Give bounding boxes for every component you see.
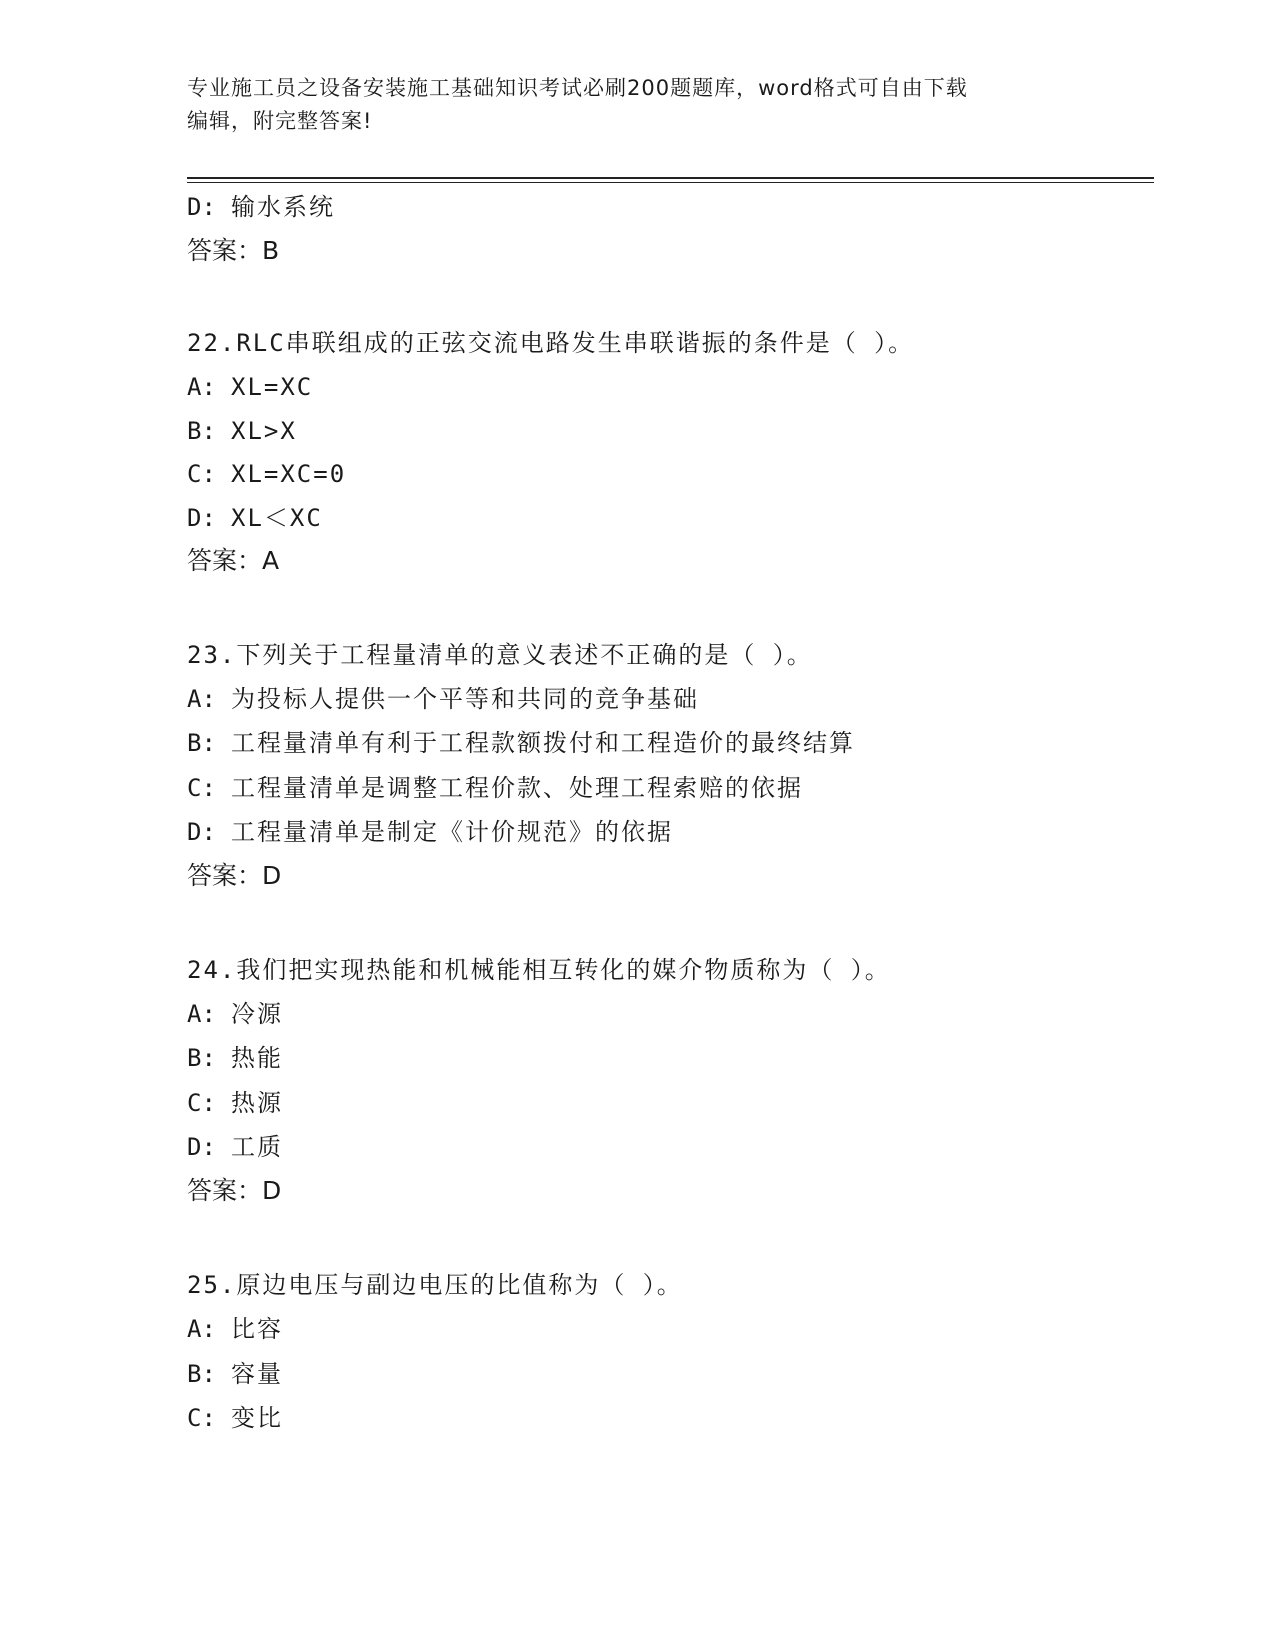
option-text: 热源 xyxy=(231,1089,283,1117)
option-text: 容量 xyxy=(231,1360,283,1388)
header-divider-thick xyxy=(187,177,1154,179)
question-24-option-b xyxy=(187,1043,283,1073)
question-23-option-b xyxy=(187,728,855,758)
option-text: 工程量清单是制定《计价规范》的依据 xyxy=(231,818,673,846)
option-label: B: xyxy=(187,729,216,757)
question-23-stem: 23.下列关于工程量清单的意义表述不正确的是（ ）。 xyxy=(187,641,813,669)
option-label: C: xyxy=(187,1404,216,1432)
option-label: A: xyxy=(187,1315,216,1343)
option-label: A: xyxy=(187,373,216,401)
question-25-option-b xyxy=(187,1359,283,1389)
option-label: A: xyxy=(187,685,216,713)
question-23-option-c xyxy=(187,773,803,803)
option-text: 比容 xyxy=(231,1315,283,1343)
option-text: 工程量清单有利于工程款额拨付和工程造价的最终结算 xyxy=(231,729,855,757)
option-label: C: xyxy=(187,774,216,802)
option-label: B: xyxy=(187,1360,216,1388)
question-23-option-d xyxy=(187,817,673,847)
option-label: B: xyxy=(187,1044,216,1072)
header-line-1: 专业施工员之设备安装施工基础知识考试必刷200题题库，word格式可自由下载 xyxy=(187,76,968,100)
option-text: 变比 xyxy=(231,1404,283,1432)
question-22-option-c xyxy=(187,459,346,489)
option-text: 热能 xyxy=(231,1044,283,1072)
question-22-stem: 22.RLC串联组成的正弦交流电路发生串联谐振的条件是（ ）。 xyxy=(187,329,915,357)
option-label: B: xyxy=(187,417,216,445)
option-text: XL=XC=0 xyxy=(231,460,347,488)
option-text: XL=XC xyxy=(231,373,314,401)
option-text: 冷源 xyxy=(231,1000,283,1028)
option-label: C: xyxy=(187,460,216,488)
question-23-option-a xyxy=(187,684,699,714)
header-line-2: 编辑，附完整答案! xyxy=(187,109,373,133)
option-label: A: xyxy=(187,1000,216,1028)
page-header xyxy=(187,72,1067,138)
question-22-answer: 答案：A xyxy=(187,546,280,575)
question-24-option-a xyxy=(187,999,283,1029)
prev-answer: 答案：B xyxy=(187,236,280,265)
question-25-stem: 25.原边电压与副边电压的比值称为（ ）。 xyxy=(187,1271,683,1299)
question-24-option-d xyxy=(187,1132,283,1162)
question-22-option-a xyxy=(187,372,313,402)
question-24-answer: 答案：D xyxy=(187,1176,282,1205)
option-text: 工质 xyxy=(231,1133,283,1161)
option-text: XL>X xyxy=(231,417,297,445)
option-label: D: xyxy=(187,1133,216,1161)
header-divider-thin xyxy=(187,182,1154,183)
question-24-option-c xyxy=(187,1088,283,1118)
question-25-option-c xyxy=(187,1403,283,1433)
option-text: 工程量清单是调整工程价款、处理工程索赔的依据 xyxy=(231,774,803,802)
prev-option-d: D: 输水系统 xyxy=(187,193,335,221)
option-label: D: xyxy=(187,504,216,532)
option-label: C: xyxy=(187,1089,216,1117)
option-text: 为投标人提供一个平等和共同的竞争基础 xyxy=(231,685,699,713)
question-22-option-b xyxy=(187,416,297,446)
option-label: D: xyxy=(187,818,216,846)
question-23-answer: 答案：D xyxy=(187,861,282,890)
question-24-stem: 24.我们把实现热能和机械能相互转化的媒介物质称为（ ）。 xyxy=(187,956,891,984)
option-text: 输水系统 xyxy=(231,193,335,221)
question-22-option-d xyxy=(187,503,323,533)
option-text: XL＜XC xyxy=(231,504,323,532)
question-25-option-a xyxy=(187,1314,283,1344)
